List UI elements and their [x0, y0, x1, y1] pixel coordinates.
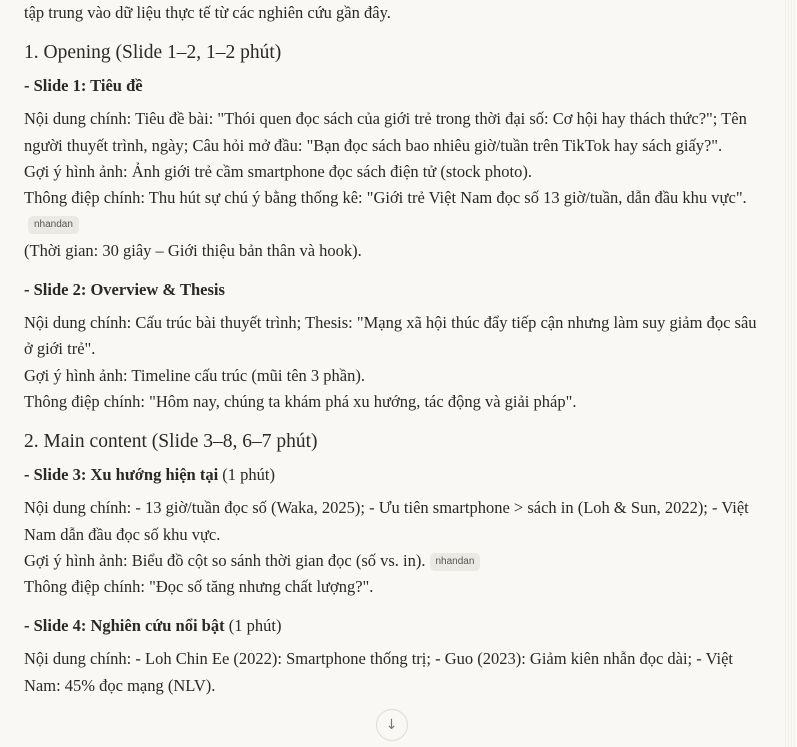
slide-3-body	[24, 495, 759, 600]
scroll-to-bottom-button[interactable]	[376, 709, 408, 741]
section-heading-main: 2. Main content (Slide 3–8, 6–7 phút)	[24, 431, 318, 453]
slide-3-image-text: Gợi ý hình ảnh: Biểu đồ cột so sánh thời gian đọc (số vs. in).	[24, 550, 426, 570]
slide-4-content: Nội dung chính: - Loh Chin Ee (2022): Smartphone thống trị; - Guo (2023): Giảm kiên nhẫn đọc dài; - Việt Nam: 45% đọc mạng (NLV).	[24, 649, 734, 695]
right-edge-fade	[783, 0, 797, 747]
slide-2-title: - Slide 2: Overview & Thesis	[24, 280, 225, 300]
slide-3-title	[24, 463, 759, 487]
arrow-down-icon: ↓	[385, 717, 398, 734]
slide-2-body	[24, 310, 759, 415]
slide-3-duration: (1 phút)	[218, 465, 275, 485]
slide-3-content: Nội dung chính: - 13 giờ/tuần đọc số (Waka, 2025); - Ưu tiên smartphone > sách in (Loh & Sun, 2022); - Việt Nam dẫn đầu đọc số khu vực.	[24, 498, 749, 544]
slide-4-title-text: - Slide 4: Nghiên cứu nổi bật	[24, 616, 225, 636]
intro-tail: tập trung vào dữ liệu thực tế từ các nghiên cứu gần đây.	[24, 3, 391, 22]
slide-1-image: Gợi ý hình ảnh: Ảnh giới trẻ cầm smartphone đọc sách điện tử (stock photo).	[24, 161, 532, 181]
slide-4-title	[24, 614, 759, 638]
slide-2-message: Thông điệp chính: "Hôm nay, chúng ta khám phá xu hướng, tác động và giải pháp".	[24, 391, 577, 411]
section-heading-opening: 1. Opening (Slide 1–2, 1–2 phút)	[24, 42, 282, 64]
slide-1-content: Nội dung chính: Tiêu đề bài: "Thói quen đọc sách của giới trẻ trong thời đại số: Cơ hội hay thách thức?"; Tên người thuyết trình, ngày; Câu hỏi mở đầu: "Bạn đọc sách bao nhiêu giờ/tuần trên TikTok hay sách giấy?".	[24, 109, 747, 155]
slide-1-message-text: Thông điệp chính: Thu hút sự chú ý bằng thống kê: "Giới trẻ Việt Nam đọc số 13 giờ/tuần, dẫn đầu khu vực".	[24, 188, 747, 208]
slide-3-message: Thông điệp chính: "Đọc số tăng nhưng chất lượng?".	[24, 577, 374, 597]
slide-1-message	[24, 185, 759, 238]
slide-4-body	[24, 646, 759, 699]
slide-1-body	[24, 106, 759, 264]
slide-3-title-text: - Slide 3: Xu hướng hiện tại	[24, 465, 219, 485]
slide-1-time: (Thời gian: 30 giây – Giới thiệu bản thân và hook).	[24, 240, 362, 260]
slide-1-title: - Slide 1: Tiêu đề	[24, 76, 143, 96]
slide-4-duration: (1 phút)	[224, 616, 282, 636]
citation-chip[interactable]: nhandan	[430, 553, 481, 571]
slide-3-image	[24, 548, 759, 574]
slide-2-content: Nội dung chính: Cấu trúc bài thuyết trình; Thesis: "Mạng xã hội thúc đẩy tiếp cận nhưng làm suy giảm đọc sâu ở giới trẻ".	[24, 313, 757, 359]
scroll-button-row	[24, 699, 759, 747]
slide-2-image: Gợi ý hình ảnh: Timeline cấu trúc (mũi tên 3 phần).	[24, 365, 365, 385]
citation-chip[interactable]: nhandan	[28, 216, 79, 234]
